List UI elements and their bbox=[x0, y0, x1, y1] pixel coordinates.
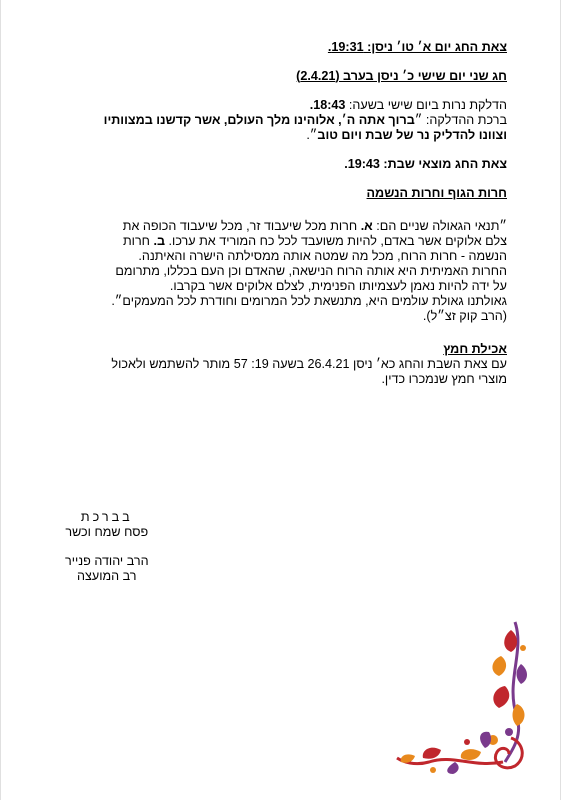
chametz-title: אכילת חמץ bbox=[443, 342, 507, 356]
quote-line-1 bbox=[77, 219, 507, 234]
second-day-line: חג שני יום שישי כ׳ ניסן בערב (2.4.21) bbox=[296, 69, 507, 83]
quote-line-1c: חרות מכל שיעבוד זר, מכל שיעבוד הכופה את bbox=[122, 219, 361, 233]
candle-lighting-value: 18:43. bbox=[309, 98, 346, 112]
floral-corner-ornament-icon bbox=[393, 612, 533, 777]
quote-attribution: (הרב קוק זצ״ל). bbox=[422, 309, 507, 323]
candle-lighting-time bbox=[77, 98, 507, 113]
holiday-end-line: צאת החג יום א׳ טו׳ ניסן: 19:31. bbox=[327, 40, 507, 54]
candle-lighting-label: הדלקת נרות ביום שישי בשעה: bbox=[345, 98, 507, 112]
blessing-label: ברכת ההדלקה: ״ bbox=[414, 113, 507, 127]
quote-line-5: על ידה להיות נאמן לעצמיותו הפנימית, לצלם אלוקים אשר בקרבו. bbox=[169, 279, 507, 293]
signature-role: רב המועצה bbox=[77, 569, 137, 583]
blessing-close-quote: ״. bbox=[306, 128, 318, 142]
chametz-line-2: מוצרי חמץ שנמכרו כדין. bbox=[381, 372, 507, 386]
quote-line-6: גאולתנו גאולת עולמים היא, מתנשאת לכל המרומים וחודרת לכל המעמקים״. bbox=[111, 294, 507, 308]
quote-line-3: הנשמה - חרות הרוח, מכל מה שמטה אותה ממסילתה הישרה והאיתנה. bbox=[138, 249, 507, 263]
quote-line-2c: חרות bbox=[122, 234, 154, 248]
freedom-quote bbox=[77, 219, 507, 324]
blessing-text-2: וצוונו להדליק נר של שבת ויום טוב bbox=[317, 128, 507, 142]
signature-blessing: בברכת bbox=[80, 510, 133, 524]
chametz-line-1: עם צאת השבת והחג כא׳ ניסן 26.4.21 בשעה 19: 57 מותר להשתמש ולאכול bbox=[111, 357, 507, 371]
quote-marker-b: ב. bbox=[153, 234, 166, 248]
blessing-text-1: ברוך אתה ה׳, אלוהינו מלך העולם, אשר קדשנו במצוותיו bbox=[103, 113, 415, 127]
blessing-line-2 bbox=[77, 128, 507, 143]
signature-name: הרב יהודה פנייר bbox=[65, 554, 149, 568]
blessing-line-1 bbox=[77, 113, 507, 128]
quote-line-4: החרות האמיתית היא אותה הרוח הנישאה, שהאדם וכן העם בכללו, מתרומם bbox=[115, 264, 507, 278]
announcement-body bbox=[77, 40, 507, 387]
quote-marker-a: א. bbox=[360, 219, 373, 233]
freedom-title: חרות הגוף וחרות הנשמה bbox=[366, 186, 507, 200]
signature-block bbox=[65, 510, 149, 584]
quote-line-2 bbox=[77, 234, 507, 249]
quote-line-1a: ״תנאי הגאולה שניים הם: bbox=[372, 219, 507, 233]
quote-line-2a: צלם אלוקים אשר באדם, להיות משועבד לכל כח המוריד את ערכו. bbox=[165, 234, 507, 248]
signature-wish: פסח שמח וכשר bbox=[65, 525, 149, 539]
shabbat-end-line: צאת החג מוצאי שבת: 19:43. bbox=[344, 157, 507, 171]
